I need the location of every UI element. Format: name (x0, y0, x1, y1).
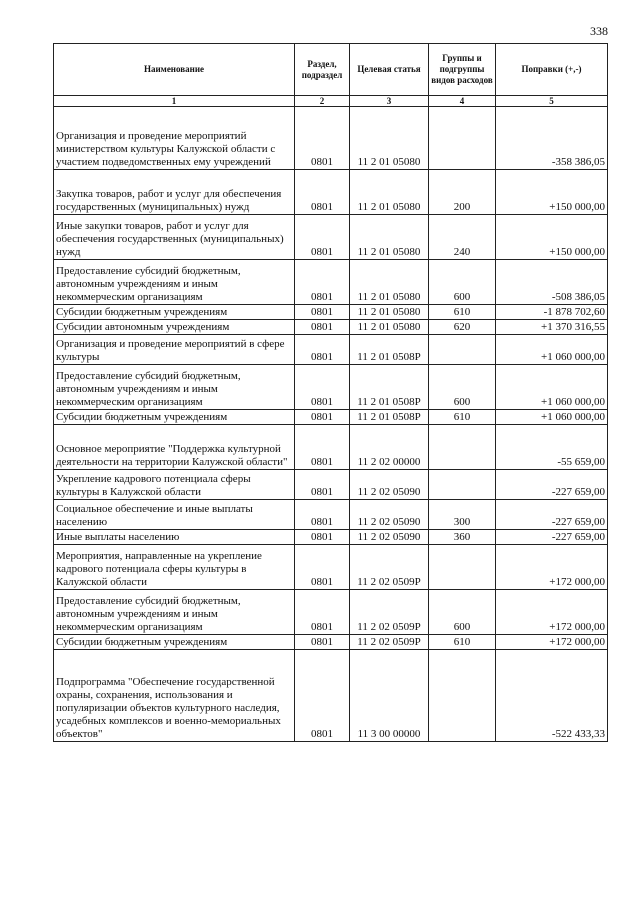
row-amount: -227 659,00 (496, 500, 608, 530)
row-amount: +1 060 000,00 (496, 410, 608, 425)
header-section: Раздел, подраздел (295, 44, 350, 96)
column-number: 4 (429, 96, 496, 107)
row-amount: -1 878 702,60 (496, 305, 608, 320)
row-name: Социальное обеспечение и иные выплаты населению (54, 500, 295, 530)
table-row (54, 215, 608, 260)
header-groups: Группы и подгруппы видов расходов (429, 44, 496, 96)
row-amount: +150 000,00 (496, 215, 608, 260)
row-amount: +172 000,00 (496, 635, 608, 650)
row-purpose: 11 2 01 05080 (350, 320, 429, 335)
row-purpose: 11 2 01 0508P (350, 410, 429, 425)
page-number: 338 (590, 24, 608, 38)
row-amount: -55 659,00 (496, 425, 608, 470)
row-group: 300 (429, 500, 496, 530)
row-amount: -358 386,05 (496, 107, 608, 170)
row-purpose: 11 2 01 05080 (350, 305, 429, 320)
row-section: 0801 (295, 410, 350, 425)
row-section: 0801 (295, 470, 350, 500)
row-name: Субсидии бюджетным учреждениям (54, 305, 295, 320)
table-row (54, 590, 608, 635)
row-group (429, 425, 496, 470)
row-section: 0801 (295, 320, 350, 335)
row-name: Укрепление кадрового потенциала сферы культуры в Калужской области (54, 470, 295, 500)
row-section: 0801 (295, 590, 350, 635)
header-name: Наименование (54, 44, 295, 96)
row-purpose: 11 3 00 00000 (350, 650, 429, 742)
table-row (54, 365, 608, 410)
row-group: 620 (429, 320, 496, 335)
table-row (54, 260, 608, 305)
row-name: Организация и проведение мероприятий в сфере культуры (54, 335, 295, 365)
header-amendments: Поправки (+,-) (496, 44, 608, 96)
table-row (54, 500, 608, 530)
row-section: 0801 (295, 215, 350, 260)
row-purpose: 11 2 02 05090 (350, 530, 429, 545)
row-name: Мероприятия, направленные на укрепление кадрового потенциала сферы культуры в Калужской области (54, 545, 295, 590)
row-purpose: 11 2 01 0508P (350, 365, 429, 410)
header-purpose: Целевая статья (350, 44, 429, 96)
row-purpose: 11 2 01 05080 (350, 215, 429, 260)
row-amount: -508 386,05 (496, 260, 608, 305)
table-row (54, 335, 608, 365)
row-amount: +172 000,00 (496, 545, 608, 590)
row-group: 240 (429, 215, 496, 260)
row-name: Организация и проведение мероприятий министерством культуры Калужской области с участием подведомственных ему учреждений (54, 107, 295, 170)
row-name: Основное мероприятие "Поддержка культурной деятельности на территории Калужской области" (54, 425, 295, 470)
row-purpose: 11 2 02 05090 (350, 500, 429, 530)
row-amount: +150 000,00 (496, 170, 608, 215)
row-name: Предоставление субсидий бюджетным, автономным учреждениям и иным некоммерческим организациям (54, 590, 295, 635)
row-amount: -522 433,33 (496, 650, 608, 742)
table-row (54, 320, 608, 335)
row-section: 0801 (295, 107, 350, 170)
budget-table (53, 43, 608, 742)
row-section: 0801 (295, 530, 350, 545)
row-purpose: 11 2 01 05080 (350, 107, 429, 170)
row-name: Иные выплаты населению (54, 530, 295, 545)
row-group: 600 (429, 260, 496, 305)
row-amount: -227 659,00 (496, 530, 608, 545)
row-purpose: 11 2 01 0508P (350, 335, 429, 365)
row-amount: +172 000,00 (496, 590, 608, 635)
row-group (429, 335, 496, 365)
row-section: 0801 (295, 500, 350, 530)
row-group (429, 470, 496, 500)
row-section: 0801 (295, 650, 350, 742)
table-row (54, 170, 608, 215)
row-group (429, 650, 496, 742)
row-group: 610 (429, 635, 496, 650)
column-number: 2 (295, 96, 350, 107)
row-name: Предоставление субсидий бюджетным, автономным учреждениям и иным некоммерческим организациям (54, 365, 295, 410)
table-row (54, 635, 608, 650)
column-number: 3 (350, 96, 429, 107)
row-amount: -227 659,00 (496, 470, 608, 500)
row-name: Предоставление субсидий бюджетным, автономным учреждениям и иным некоммерческим организациям (54, 260, 295, 305)
row-group (429, 545, 496, 590)
row-purpose: 11 2 02 0509P (350, 635, 429, 650)
row-group: 360 (429, 530, 496, 545)
row-section: 0801 (295, 545, 350, 590)
table-row (54, 650, 608, 742)
table-row (54, 545, 608, 590)
row-group: 610 (429, 410, 496, 425)
row-name: Субсидии автономным учреждениям (54, 320, 295, 335)
column-number: 1 (54, 96, 295, 107)
row-purpose: 11 2 02 0509P (350, 590, 429, 635)
table-row (54, 107, 608, 170)
row-name: Иные закупки товаров, работ и услуг для обеспечения государственных (муниципальных) нужд (54, 215, 295, 260)
row-purpose: 11 2 02 0509P (350, 545, 429, 590)
table-row (54, 410, 608, 425)
row-purpose: 11 2 01 05080 (350, 170, 429, 215)
row-group: 200 (429, 170, 496, 215)
row-section: 0801 (295, 170, 350, 215)
row-amount: +1 370 316,55 (496, 320, 608, 335)
row-group: 610 (429, 305, 496, 320)
row-group: 600 (429, 590, 496, 635)
table-row (54, 305, 608, 320)
row-section: 0801 (295, 335, 350, 365)
row-name: Субсидии бюджетным учреждениям (54, 635, 295, 650)
row-section: 0801 (295, 425, 350, 470)
row-name: Субсидии бюджетным учреждениям (54, 410, 295, 425)
row-purpose: 11 2 02 05090 (350, 470, 429, 500)
row-section: 0801 (295, 305, 350, 320)
row-purpose: 11 2 02 00000 (350, 425, 429, 470)
row-amount: +1 060 000,00 (496, 335, 608, 365)
row-purpose: 11 2 01 05080 (350, 260, 429, 305)
row-group (429, 107, 496, 170)
table-row (54, 470, 608, 500)
row-section: 0801 (295, 260, 350, 305)
table-header-row (54, 44, 608, 96)
table-row (54, 530, 608, 545)
column-number: 5 (496, 96, 608, 107)
column-number-row (54, 96, 608, 107)
row-section: 0801 (295, 635, 350, 650)
table-row (54, 425, 608, 470)
row-name: Закупка товаров, работ и услуг для обеспечения государственных (муниципальных) нужд (54, 170, 295, 215)
row-section: 0801 (295, 365, 350, 410)
row-amount: +1 060 000,00 (496, 365, 608, 410)
row-group: 600 (429, 365, 496, 410)
row-name: Подпрограмма "Обеспечение государственной охраны, сохранения, использования и популяризации объектов культурного наследия, усадебных комплексов и военно-мемориальных объектов" (54, 650, 295, 742)
